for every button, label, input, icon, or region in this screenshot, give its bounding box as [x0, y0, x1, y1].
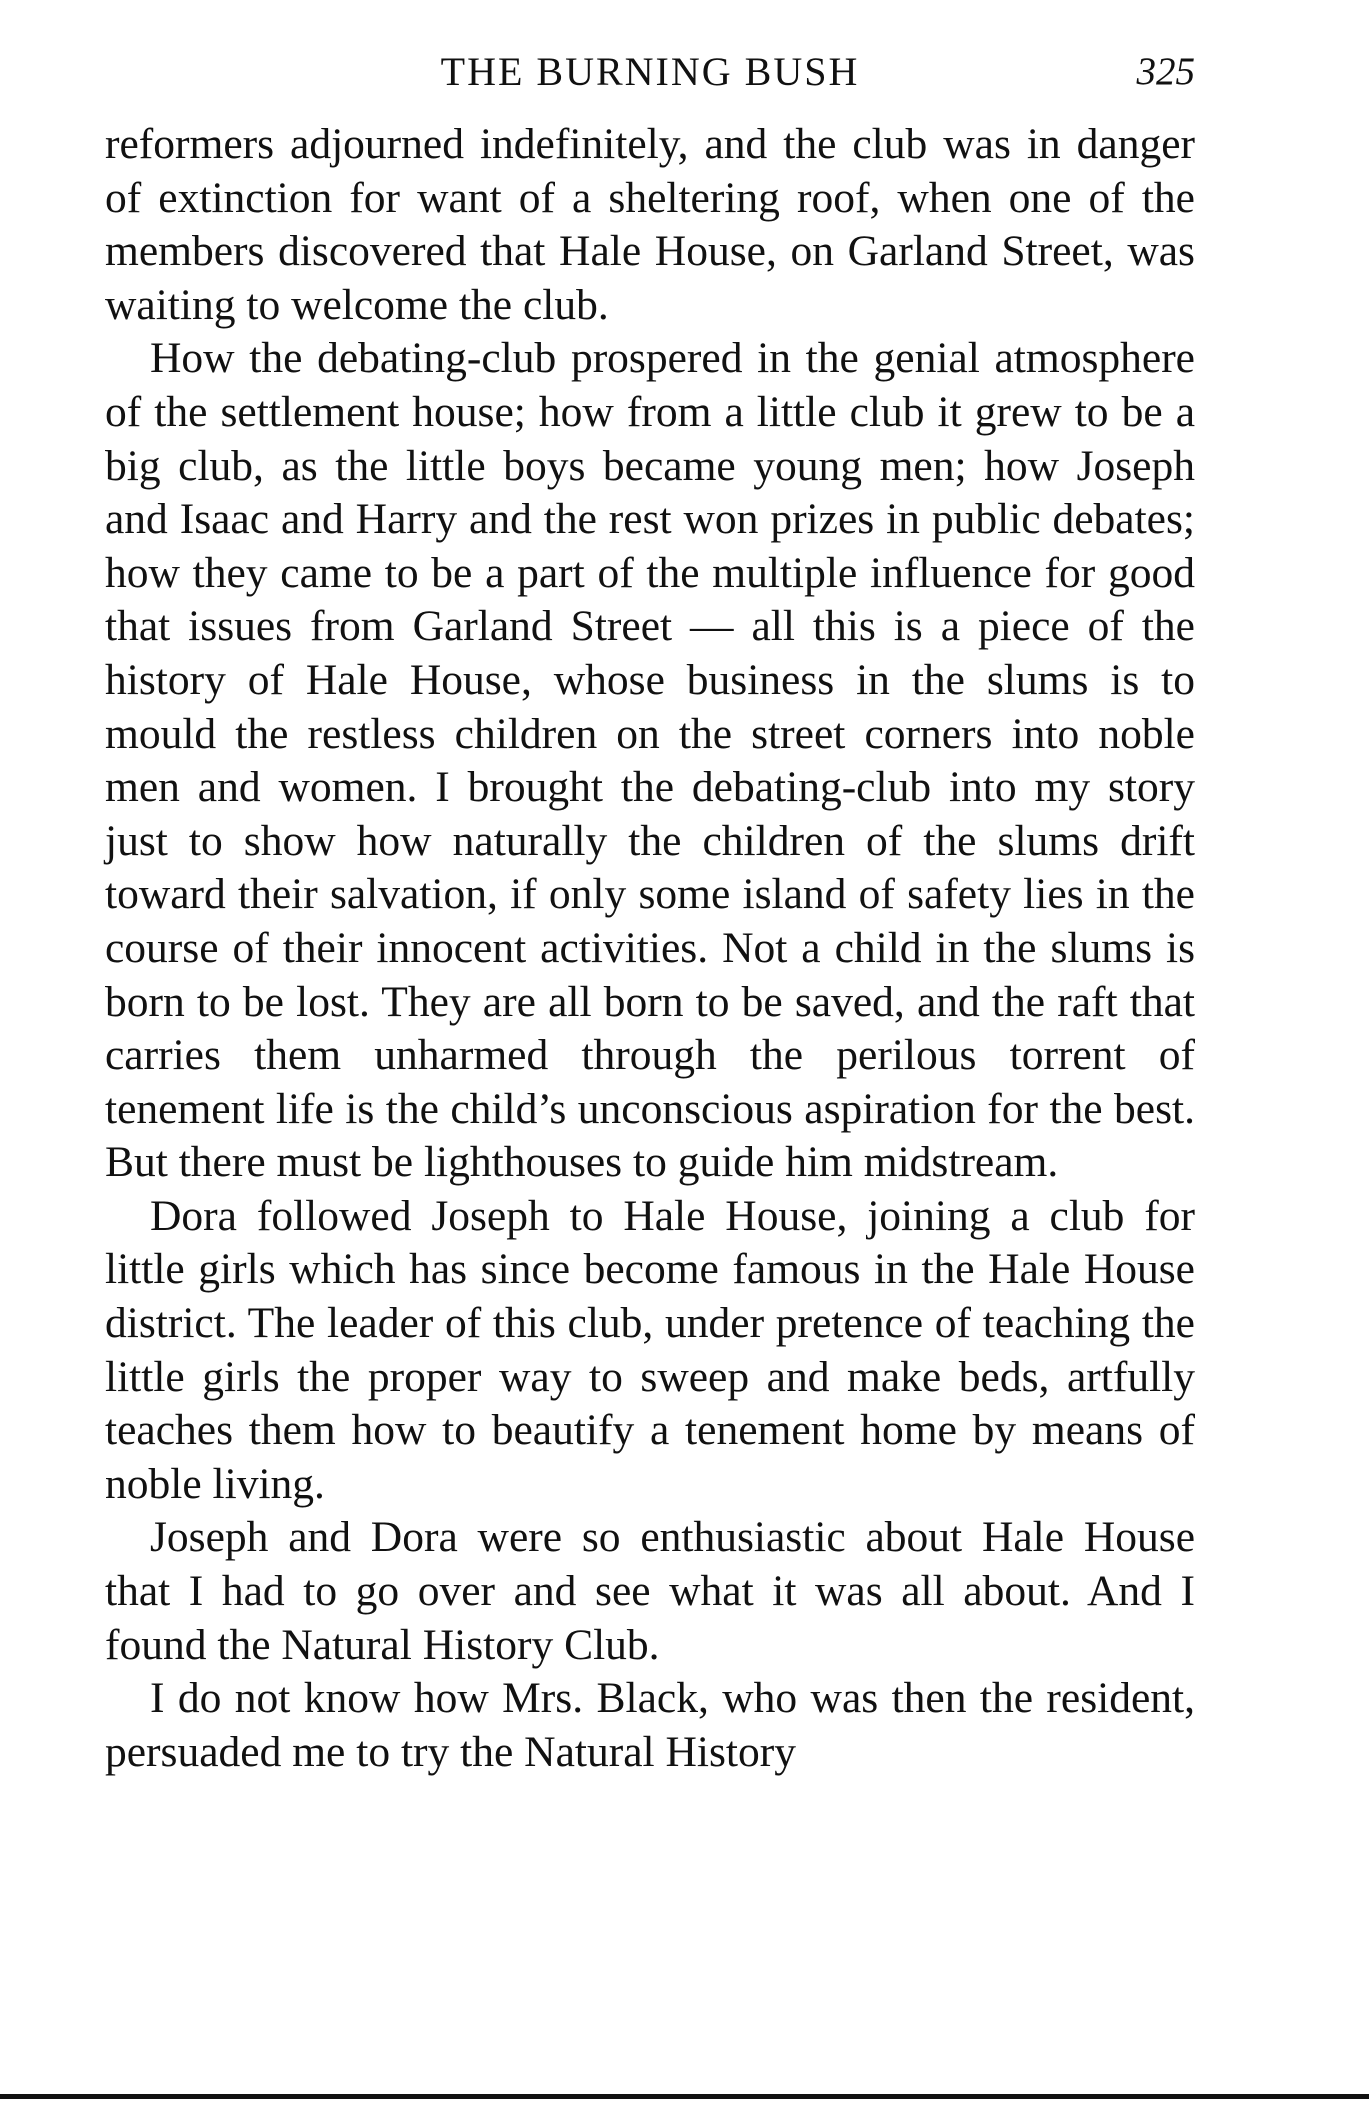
bottom-rule — [0, 2094, 1369, 2099]
running-title: THE BURNING BUSH — [440, 49, 860, 94]
paragraph-debating-club: How the debating-club prospered in the genial atmosphere of the settlement house; how from a little club it grew to be a big club, as the little boys became young men; how Joseph and Isaac and Harry and the rest won prizes in public debates; how they came to be a part of the multiple influence for good that issues from Garland Street — all this is a piece of the history of Hale House, whose business in the slums is to mould the restless children on the street corners into noble men and women. I brought the debating-club into my story just to show how naturally the children of the slums drift toward their salvation, if only some island of safety lies in the course of their innocent activities. Not a child in the slums is born to be lost. They are all born to be saved, and the raft that carries them unharmed through the perilous torrent of tenement life is the child’s unconscious aspiration for the best. But there must be lighthouses to guide him midstream. — [105, 334, 1195, 1187]
running-head — [105, 42, 1195, 102]
paragraph-continuation: reformers adjourned indefinitely, and the club was in danger of extinction for want of a sheltering roof, when one of the members discovered that Hale House, on Garland Street, was waiting to welcome the club. — [105, 120, 1195, 329]
paragraph-mrs-black: I do not know how Mrs. Black, who was then the resident, persuaded me to try the Natural History — [105, 1674, 1195, 1776]
paragraph-hale-house-visit: Joseph and Dora were so enthusiastic about Hale House that I had to go over and see what it was all about. And I found the Natural History Club. — [105, 1513, 1195, 1669]
paragraph-dora: Dora followed Joseph to Hale House, joining a club for little girls which has since become famous in the Hale House district. The leader of this club, under pretence of teaching the little girls the proper way to sweep and make beds, artfully teaches them how to beautify a tenement home by means of noble living. — [105, 1191, 1195, 1508]
page-number: 325 — [1136, 50, 1195, 93]
body-text — [105, 118, 1195, 1779]
